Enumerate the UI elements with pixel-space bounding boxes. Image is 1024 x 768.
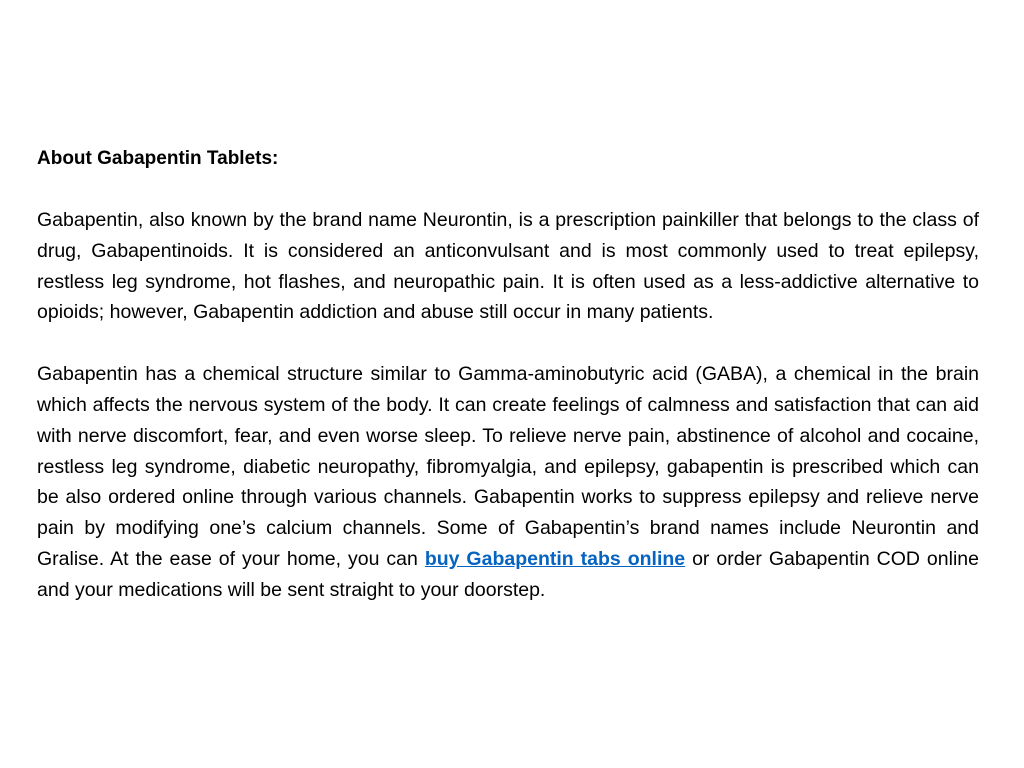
paragraph-details-tail: or order Gabapentin COD online and your medications will be sent straight to your doorstep. [37,547,979,601]
paragraph-details-text: Gabapentin has a chemical structure similar to Gamma-aminobutyric acid (GABA), a chemical in the brain which affects the nervous system of the body. It can create feelings of calmness and satisfaction that can aid with nerve discomfort, fear, and even worse sleep. To relieve nerve pain, abstinence of alcohol and cocaine, restless leg syndrome, diabetic neuropathy, fibromyalgia, and epilepsy, gabapentin is prescribed which can be also ordered online through various channels. Gabapentin works to suppress epilepsy and relieve nerve pain by modifying one’s calcium channels. Some of Gabapentin’s brand names include Neurontin and Gralise. At the ease of your home, you can [37,363,979,570]
document-heading: About Gabapentin Tablets: [37,148,279,169]
paragraph-details [37,359,979,605]
document-body [37,143,979,606]
paragraph-intro: Gabapentin, also known by the brand name Neurontin, is a prescription painkiller that belongs to the class of drug, Gabapentinoids. It is considered an anticonvulsant and is most commonly used to treat epilepsy, restless leg syndrome, hot flashes, and neuropathic pain. It is often used as a less-addictive alternative to opioids; however, Gabapentin addiction and abuse still occur in many patients. [37,209,979,324]
buy-gabapentin-link[interactable]: buy Gabapentin tabs online [424,547,686,570]
